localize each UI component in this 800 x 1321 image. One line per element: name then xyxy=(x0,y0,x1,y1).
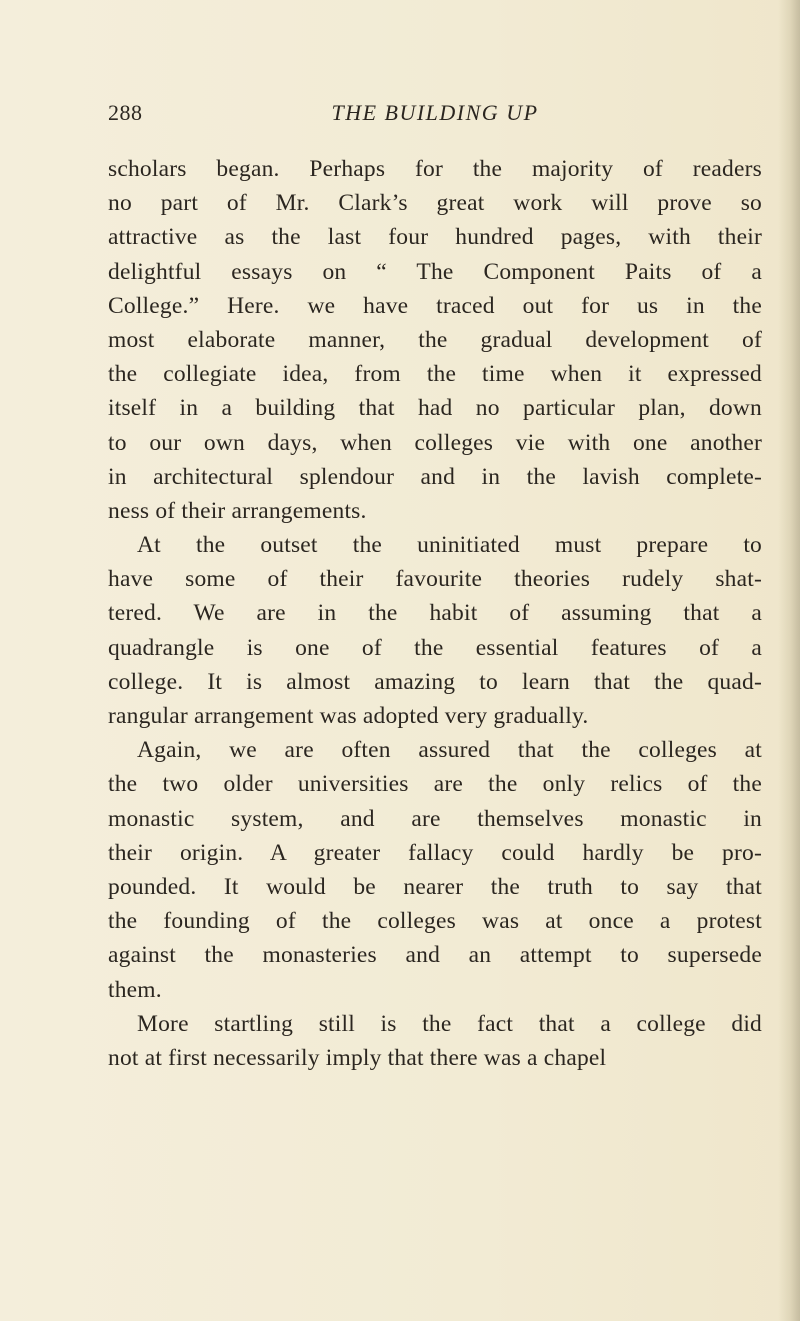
text-line: scholars began. Perhaps for the majority of readers xyxy=(108,156,762,182)
text-line: college. It is almost amazing to learn that the quad- xyxy=(108,668,762,695)
text-line: have some of their favourite theories rudely shat- xyxy=(108,566,762,593)
text-line: Again, we are often assured that the colleges at xyxy=(137,737,762,764)
text-line: attractive as the last four hundred pages, with their xyxy=(108,224,762,251)
text-line: College.” Here. we have traced out for us in the xyxy=(108,292,762,319)
text-line: their origin. A greater fallacy could hardly be pro- xyxy=(108,839,762,866)
text-line: ness of their arrangements. xyxy=(108,497,367,524)
text-line: monastic system, and are themselves monastic in xyxy=(108,805,762,832)
text-line: not at first necessarily imply that there was a chapel xyxy=(108,1044,607,1071)
page-edge-shadow xyxy=(778,0,800,1321)
page-number: 288 xyxy=(108,100,143,125)
text-line: against the monasteries and an attempt to supersede xyxy=(108,942,762,969)
text-line: them. xyxy=(108,976,162,1003)
text-line: At the outset the uninitiated must prepare to xyxy=(137,532,762,559)
text-line: tered. We are in the habit of assuming that a xyxy=(108,600,762,627)
running-head: THE BUILDING UP xyxy=(331,100,539,125)
text-line: the collegiate idea, from the time when it expressed xyxy=(108,361,762,388)
text-line: the two older universities are the only relics of the xyxy=(108,771,762,798)
text-line: most elaborate manner, the gradual development of xyxy=(108,326,762,353)
body-text xyxy=(108,152,762,1075)
text-line: no part of Mr. Clark’s great work will prove so xyxy=(108,190,762,217)
page-header xyxy=(108,100,762,140)
text-line: quadrangle is one of the essential features of a xyxy=(108,634,762,661)
text-line: itself in a building that had no particular plan, down xyxy=(108,395,762,422)
text-line: to our own days, when colleges vie with one another xyxy=(108,429,762,456)
text-line: in architectural splendour and in the lavish complete- xyxy=(108,463,762,490)
text-line: More startling still is the fact that a college did xyxy=(137,1010,762,1037)
text-line: pounded. It would be nearer the truth to say that xyxy=(108,873,762,900)
text-line: the founding of the colleges was at once a protest xyxy=(108,908,762,935)
text-line: rangular arrangement was adopted very gradually. xyxy=(108,703,589,729)
text-line: delightful essays on “ The Component Paits of a xyxy=(108,258,762,285)
